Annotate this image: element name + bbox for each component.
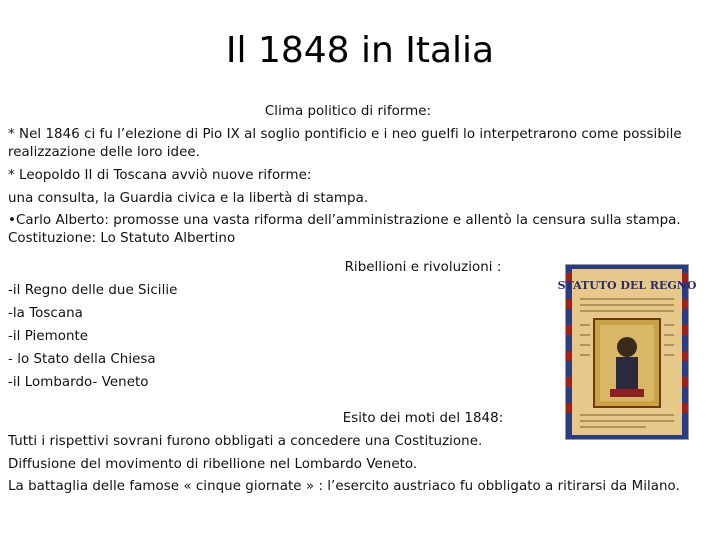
statuto-heading: STATUTO DEL REGNO	[557, 279, 697, 292]
list-item: -la Toscana	[8, 306, 83, 321]
list-item: -il Piemonte	[8, 329, 89, 344]
outcome-cinque-giornate: La battaglia delle famose « cinque giornate » : l’esercito austriaco fu obbligato a ritirarsi da Milano.	[8, 479, 680, 494]
reform-pio-ix: * Nel 1846 ci fu l’elezione di Pio IX al soglio pontificio e i neo guelfi lo interpetrarono come possibile realizzazione delle loro idee.	[8, 127, 682, 160]
outcome-heading: Esito dei moti del 1848:	[342, 411, 504, 426]
slide-title: Il 1848 in Italia	[225, 30, 495, 71]
statuto-albertino-text: Costituzione: Lo Statuto Albertino	[8, 231, 236, 246]
reform-leopoldo: * Leopoldo II di Toscana avviò nuove riforme:	[8, 168, 312, 183]
list-item: - lo Stato della Chiesa	[8, 352, 156, 367]
reform-carlo-alberto	[8, 212, 688, 248]
reforms-heading: Clima politico di riforme:	[264, 104, 432, 119]
outcome-lombardo-veneto: Diffusione del movimento di ribellione nel Lombardo Veneto.	[8, 457, 418, 472]
statuto-illustration	[557, 265, 697, 439]
outcome-constitution: Tutti i rispettivi sovrani furono obbligati a concedere una Costituzione.	[8, 434, 483, 449]
rebellions-heading: Ribellioni e rivoluzioni :	[344, 260, 502, 275]
reform-carlo-alberto-text: •Carlo Alberto: promosse una vasta riforma dell’amministrazione e allentò la censura sulla stampa.	[8, 213, 681, 228]
list-item: -il Regno delle due Sicilie	[8, 283, 178, 298]
list-item: -il Lombardo- Veneto	[8, 375, 149, 390]
statuto-albertino-image	[557, 264, 697, 440]
reform-leopoldo-detail: una consulta, la Guardia civica e la libertà di stampa.	[8, 191, 369, 206]
